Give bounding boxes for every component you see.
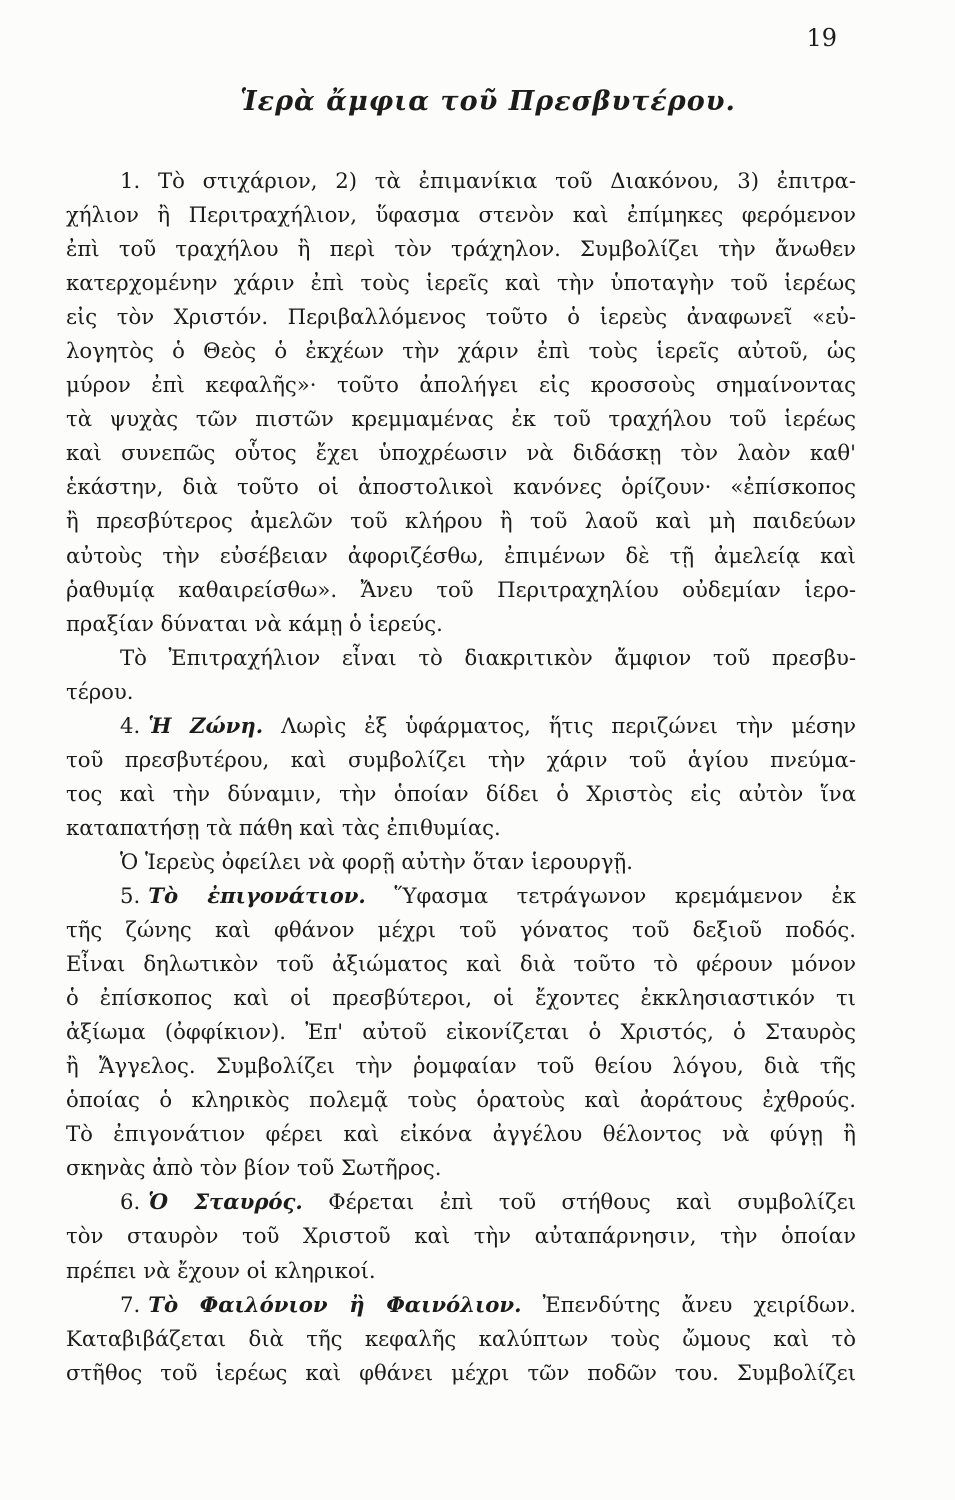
text-line: Τὸ Ἐπιτραχήλιον εἶναι τὸ διακριτικὸν ἄμφιον τοῦ πρεσβυ- [120, 644, 856, 670]
text-line: ῥαθυμίᾳ καθαιρείσθω». Ἄνευ τοῦ Περιτραχηλίου οὐδεμίαν ἱερο- [66, 576, 856, 602]
text-line: σκηνὰς ἀπὸ τὸν βίον τοῦ Σωτῆρος. [66, 1155, 442, 1181]
item-heading-line [66, 1288, 856, 1322]
text-line: ἐπὶ τοῦ τραχήλου ἢ περὶ τὸν τράχηλον. Συμβολίζει τὴν ἄνωθεν [66, 236, 856, 262]
text-line: τὸν σταυρὸν τοῦ Χριστοῦ καὶ τὴν αὐταπάρνησιν, τὴν ὁποίαν [66, 1223, 856, 1249]
item-number: 5. [120, 882, 141, 908]
text-line: ἀξίωμα (ὀφφίκιον). Ἐπ' αὐτοῦ εἰκονίζεται ὁ Χριστός, ὁ Σταυρὸς [66, 1019, 856, 1045]
item-heading-line [66, 709, 856, 743]
body-text [66, 164, 856, 1390]
text-line: τῆς ζώνης καὶ φθάνον μέχρι τοῦ γόνατος τοῦ δεξιοῦ ποδός. [66, 917, 856, 943]
text-line: χήλιον ἢ Περιτραχήλιον, ὕφασμα στενὸν καὶ ἐπίμηκες φερόμενον [66, 202, 856, 228]
text-line: πρέπει νὰ ἔχουν οἱ κληρικοί. [66, 1257, 376, 1283]
text-line: καταπατήσῃ τὰ πάθη καὶ τὰς ἐπιθυμίας. [66, 814, 501, 840]
text-line: ἑκάστην, διὰ τοῦτο οἱ ἀποστολικοὶ κανόνες ὁρίζουν· «ἐπίσκοπος [66, 474, 856, 500]
item-heading: Τὸ ἐπιγονάτιον. [148, 882, 366, 908]
text-line: τέρου. [66, 678, 134, 704]
text-line: πραξίαν δύναται νὰ κάμῃ ὁ ἱερεύς. [66, 610, 443, 636]
item-heading: Ὁ Σταυρός. [148, 1189, 303, 1215]
item-number: 4. [120, 712, 141, 738]
item-text: Ὕφασμα τετράγωνον κρεμάμενον ἐκ [394, 882, 856, 908]
page-number: 19 [806, 24, 837, 52]
text-line: εἰς τὸν Χριστόν. Περιβαλλόμενος τοῦτο ὁ ἱερεὺς ἀναφωνεῖ «εὐ- [66, 304, 856, 330]
text-line: Ὁ Ἱερεὺς ὀφείλει νὰ φορῇ αὐτὴν ὅταν ἱερουργῇ. [120, 848, 633, 874]
item-heading-line [66, 1185, 856, 1219]
text-line: κατερχομένην χάριν ἐπὶ τοὺς ἱερεῖς καὶ τὴν ὑποταγὴν τοῦ ἱερέως [66, 270, 856, 296]
text-line: τὰ ψυχὰς τῶν πιστῶν κρεμμαμένας ἐκ τοῦ τραχήλου τοῦ ἱερέως [66, 406, 856, 432]
section-title: Ἱερὰ ἄμφια τοῦ Πρεσβυτέρου. [240, 86, 736, 117]
text-line: ὁποίας ὁ κληρικὸς πολεμᾷ τοὺς ὁρατοὺς καὶ ἀοράτους ἐχθρούς. [66, 1087, 856, 1113]
text-line: στῆθος τοῦ ἱερέως καὶ φθάνει μέχρι τῶν ποδῶν του. Συμβολίζει [66, 1359, 856, 1385]
text-line: λογητὸς ὁ Θεὸς ὁ ἐκχέων τὴν χάριν ἐπὶ τοὺς ἱερεῖς αὐτοῦ, ὡς [66, 338, 856, 364]
item-number: 6. [120, 1189, 141, 1215]
item-text: Λωρὶς ἐξ ὑφάρματος, ἥτις περιζώνει τὴν μέσην [281, 712, 856, 738]
text-line: Καταβιβάζεται διὰ τῆς κεφαλῆς καλύπτων τοὺς ὤμους καὶ τὸ [66, 1325, 856, 1351]
text-line: ἢ πρεσβύτερος ἀμελῶν τοῦ κλήρου ἢ τοῦ λαοῦ καὶ μὴ παιδεύων [66, 508, 856, 534]
text-line: αὐτοὺς τὴν εὐσέβειαν ἀφοριζέσθω, ἐπιμένων δὲ τῇ ἀμελείᾳ καὶ [66, 542, 856, 568]
item-heading: Ἡ Ζώνη. [148, 712, 264, 738]
text-line: Τὸ ἐπιγονάτιον φέρει καὶ εἰκόνα ἀγγέλου θέλοντος νὰ φύγῃ ἢ [66, 1121, 856, 1147]
text-line: ὁ ἐπίσκοπος καὶ οἱ πρεσβύτεροι, οἱ ἔχοντες ἐκκλησιαστικόν τι [66, 985, 856, 1011]
text-line: μύρον ἐπὶ κεφαλῆς»· τοῦτο ἀπολήγει εἰς κροσσοὺς σημαίνοντας [66, 372, 856, 398]
text-line: τοῦ πρεσβυτέρου, καὶ συμβολίζει τὴν χάριν τοῦ ἁγίου πνεύμα- [66, 746, 856, 772]
item-heading: Τὸ Φαιλόνιον ἢ Φαινόλιον. [148, 1291, 522, 1317]
text-line: Εἶναι δηλωτικὸν τοῦ ἀξιώματος καὶ διὰ τοῦτο τὸ φέρουν μόνον [66, 951, 856, 977]
text-line: ἢ Ἄγγελος. Συμβολίζει τὴν ῥομφαίαν τοῦ θείου λόγου, διὰ τῆς [66, 1053, 856, 1079]
item-text: Φέρεται ἐπὶ τοῦ στήθους καὶ συμβολίζει [328, 1189, 856, 1215]
item-heading-line [66, 879, 856, 913]
text-line: 1. Τὸ στιχάριον, 2) τὰ ἐπιμανίκια τοῦ Διακόνου, 3) ἐπιτρα- [120, 168, 856, 193]
item-text: Ἐπενδύτης ἄνευ χειρίδων. [542, 1291, 856, 1317]
text-line: τος καὶ τὴν δύναμιν, τὴν ὁποίαν δίδει ὁ Χριστὸς εἰς αὐτὸν ἵνα [66, 780, 856, 806]
item-number: 7. [120, 1291, 141, 1317]
text-line: καὶ συνεπῶς οὗτος ἔχει ὑποχρέωσιν νὰ διδάσκῃ τὸν λαὸν καθ' [66, 440, 856, 466]
